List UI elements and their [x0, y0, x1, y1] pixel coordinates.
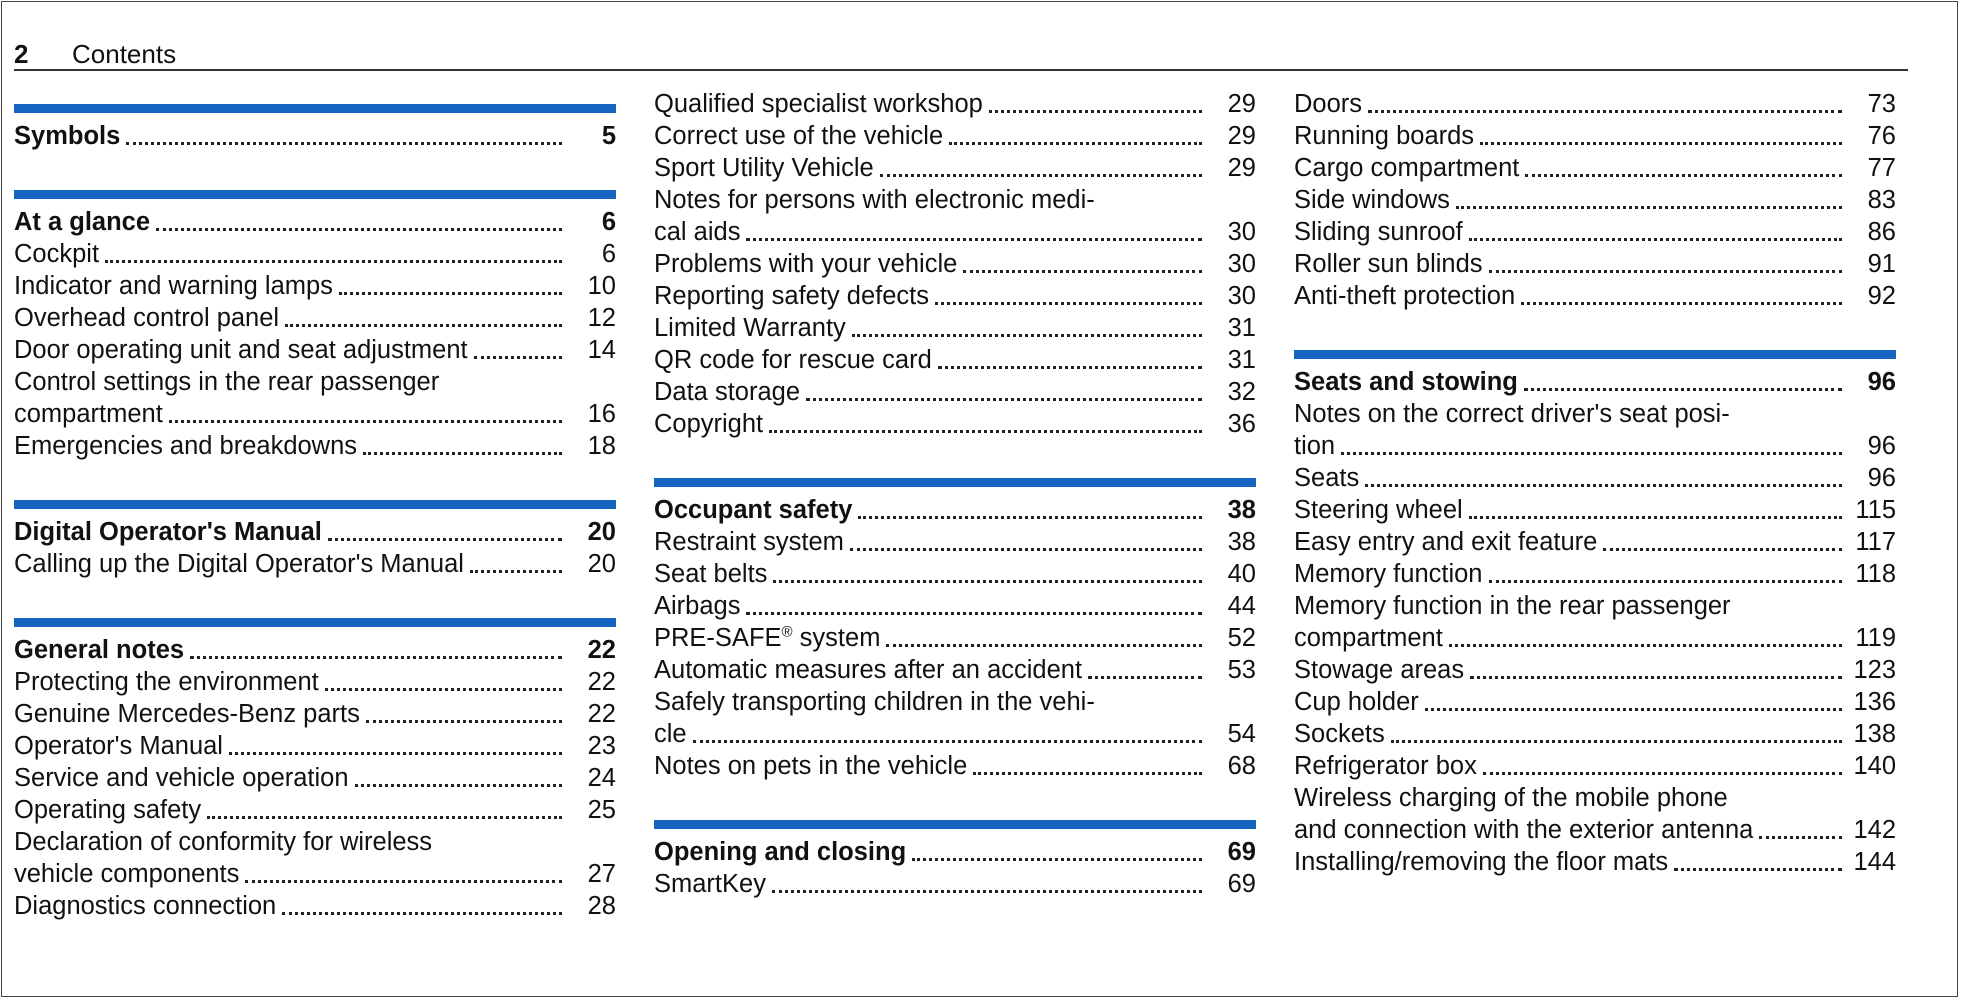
dot-leader: [328, 538, 562, 541]
entry-title: Stowage areas: [1294, 656, 1465, 684]
dot-leader: [1391, 740, 1842, 743]
entry-title: Seats: [1294, 464, 1360, 492]
toc-section-heading[interactable]: [14, 120, 616, 152]
page-number-ref: 52: [1227, 624, 1256, 652]
page-number-ref: 142: [1853, 816, 1896, 844]
toc-entry[interactable]: [1294, 184, 1896, 216]
dot-leader: [1524, 388, 1842, 391]
section-divider-bar: [14, 500, 616, 509]
entry-title: Calling up the Digital Operator's Manual: [14, 550, 464, 578]
dot-leader: [1088, 676, 1202, 679]
entry-title: cle: [654, 720, 687, 748]
page-number-ref: 22: [587, 668, 616, 696]
entry-title: Operating safety: [14, 796, 202, 824]
section-divider-bar: [14, 190, 616, 199]
header-rule: [14, 69, 1908, 71]
toc-entry[interactable]: [14, 238, 616, 270]
toc-section: [654, 88, 1256, 440]
entry-title: Indicator and warning lamps: [14, 272, 333, 300]
entry-title: Cargo compartment: [1294, 154, 1520, 182]
dot-leader: [1469, 516, 1842, 519]
entry-title: SmartKey: [654, 870, 766, 898]
page-number-ref: 29: [1227, 154, 1256, 182]
page-number-ref: 38: [1227, 528, 1256, 556]
page-number-ref: 23: [587, 732, 616, 760]
entry-title: Correct use of the vehicle: [654, 122, 944, 150]
page-number-ref: 123: [1853, 656, 1896, 684]
entry-title: Memory function: [1294, 560, 1483, 588]
page-number-ref: 30: [1227, 218, 1256, 246]
toc-entry[interactable]: [654, 152, 1256, 184]
entry-title: Refrigerator box: [1294, 752, 1477, 780]
toc-entry[interactable]: [1294, 750, 1896, 782]
page-number-ref: 40: [1227, 560, 1256, 588]
entry-title: Restraint system: [654, 528, 844, 556]
dot-leader: [1365, 484, 1842, 487]
dot-leader: [1759, 836, 1842, 839]
toc-entry[interactable]: [654, 622, 1256, 654]
dot-leader: [470, 570, 562, 573]
dot-leader: [105, 260, 562, 263]
entry-title: Reporting safety defects: [654, 282, 929, 310]
entry-title: General notes: [14, 636, 185, 664]
toc-entry[interactable]: [1294, 216, 1896, 248]
toc-section: [14, 618, 616, 922]
toc-entry[interactable]: [14, 666, 616, 698]
entry-title: Door operating unit and seat adjustment: [14, 336, 468, 364]
toc-section-heading[interactable]: [14, 634, 616, 666]
dot-leader: [935, 302, 1202, 305]
entry-title: Installing/removing the floor mats: [1294, 848, 1669, 876]
page-number-ref: 30: [1227, 282, 1256, 310]
toc-entry[interactable]: [654, 654, 1256, 686]
page-number-ref: 5: [601, 122, 616, 150]
page-number-ref: 96: [1867, 432, 1896, 460]
page-number-ref: 86: [1867, 218, 1896, 246]
toc-entry[interactable]: [654, 376, 1256, 408]
dot-leader: [229, 752, 562, 755]
page-number-ref: 14: [587, 336, 616, 364]
entry-title: Control settings in the rear passenger: [14, 368, 440, 396]
page-number-ref: 118: [1855, 560, 1896, 588]
toc-column-2: [654, 90, 1256, 900]
page-number-ref: 32: [1227, 378, 1256, 406]
page-number-ref: 144: [1853, 848, 1896, 876]
toc-entry[interactable]: [654, 248, 1256, 280]
toc-entry[interactable]: [654, 408, 1256, 440]
dot-leader: [339, 292, 562, 295]
toc-section: [654, 820, 1256, 900]
toc-entry[interactable]: [1294, 494, 1896, 526]
page-number-ref: 10: [587, 272, 616, 300]
page-number-ref: 44: [1227, 592, 1256, 620]
entry-title: Service and vehicle operation: [14, 764, 349, 792]
toc-column-1: [14, 104, 616, 922]
toc-entry[interactable]: [14, 270, 616, 302]
dot-leader: [1525, 174, 1842, 177]
page-number-ref: 76: [1867, 122, 1896, 150]
toc-entry[interactable]: [14, 730, 616, 762]
dot-leader: [1469, 238, 1842, 241]
page-number-ref: 38: [1227, 496, 1256, 524]
entry-title: QR code for rescue card: [654, 346, 932, 374]
toc-entry[interactable]: [1294, 462, 1896, 494]
entry-title: Copyright: [654, 410, 764, 438]
toc-entry[interactable]: [14, 762, 616, 794]
toc-entry[interactable]: [1294, 152, 1896, 184]
toc-entry-title-line[interactable]: [1294, 782, 1896, 814]
toc-section: [654, 478, 1256, 782]
dot-leader: [850, 548, 1202, 551]
page-number-ref: 18: [587, 432, 616, 460]
page-number-ref: 91: [1867, 250, 1896, 278]
toc-section-heading[interactable]: [1294, 366, 1896, 398]
entry-title: cal aids: [654, 218, 741, 246]
toc-entry[interactable]: [1294, 558, 1896, 590]
page-number-ref: 69: [1227, 838, 1256, 866]
entry-title: and connection with the exterior antenna: [1294, 816, 1754, 844]
toc-entry[interactable]: [654, 312, 1256, 344]
dot-leader: [363, 452, 562, 455]
entry-title: Cup holder: [1294, 688, 1419, 716]
entry-title: Emergencies and breakdowns: [14, 432, 358, 460]
toc-entry[interactable]: [1294, 718, 1896, 750]
dot-leader: [886, 644, 1202, 647]
entry-title: Protecting the environment: [14, 668, 319, 696]
dot-leader: [474, 356, 562, 359]
entry-title: Cockpit: [14, 240, 100, 268]
entry-title: Declaration of conformity for wireless: [14, 828, 433, 856]
toc-section-heading[interactable]: [654, 494, 1256, 526]
page-number-ref: 20: [587, 518, 616, 546]
entry-title: Seats and stowing: [1294, 368, 1518, 396]
toc-section-heading[interactable]: [654, 836, 1256, 868]
dot-leader: [126, 142, 562, 145]
entry-title: Memory function in the rear passenger: [1294, 592, 1731, 620]
dot-leader: [772, 890, 1202, 893]
dot-leader: [989, 110, 1202, 113]
entry-title: compartment: [1294, 624, 1443, 652]
dot-leader: [207, 816, 562, 819]
dot-leader: [366, 720, 562, 723]
dot-leader: [325, 688, 562, 691]
toc-entry[interactable]: [1294, 280, 1896, 312]
toc-entry[interactable]: [654, 558, 1256, 590]
dot-leader: [282, 912, 562, 915]
dot-leader: [769, 430, 1202, 433]
page-number-ref: 77: [1867, 154, 1896, 182]
toc-entry[interactable]: [1294, 526, 1896, 558]
page-number-ref: 140: [1853, 752, 1896, 780]
toc-entry[interactable]: [14, 398, 616, 430]
page-number-ref: 96: [1867, 464, 1896, 492]
dot-leader: [746, 238, 1202, 241]
page-number-ref: 20: [587, 550, 616, 578]
page-number-ref: 36: [1227, 410, 1256, 438]
section-divider-bar: [1294, 350, 1896, 359]
page-number-ref: 27: [587, 860, 616, 888]
toc-entry[interactable]: [14, 302, 616, 334]
dot-leader: [1368, 110, 1842, 113]
entry-title: tion: [1294, 432, 1336, 460]
dot-leader: [1449, 644, 1842, 647]
entry-title: Doors: [1294, 90, 1363, 118]
toc-entry[interactable]: [1294, 686, 1896, 718]
toc-entry[interactable]: [14, 698, 616, 730]
page-number-ref: 29: [1227, 122, 1256, 150]
toc-entry[interactable]: [654, 88, 1256, 120]
entry-title: Overhead control panel: [14, 304, 280, 332]
dot-leader: [963, 270, 1202, 273]
dot-leader: [190, 656, 562, 659]
entry-title: Sockets: [1294, 720, 1385, 748]
page-number-ref: 136: [1853, 688, 1896, 716]
dot-leader: [169, 420, 562, 423]
toc-entry[interactable]: [1294, 622, 1896, 654]
entry-title: Side windows: [1294, 186, 1450, 214]
toc-section: [14, 500, 616, 580]
dot-leader: [973, 772, 1202, 775]
dot-leader: [1480, 142, 1842, 145]
dot-leader: [938, 366, 1202, 369]
toc-section: [14, 104, 616, 152]
entry-title: Anti-theft protection: [1294, 282, 1516, 310]
toc-entry[interactable]: [654, 120, 1256, 152]
dot-leader: [1456, 206, 1842, 209]
entry-title: Sliding sunroof: [1294, 218, 1463, 246]
entry-title: Genuine Mercedes-Benz parts: [14, 700, 360, 728]
page-number-ref: 31: [1227, 346, 1256, 374]
page-number-ref: 30: [1227, 250, 1256, 278]
dot-leader: [285, 324, 562, 327]
entry-title: Diagnostics connection: [14, 892, 277, 920]
dot-leader: [1483, 772, 1842, 775]
page-number-ref: 22: [587, 636, 616, 664]
toc-entry[interactable]: [14, 890, 616, 922]
page-number-ref: 119: [1855, 624, 1896, 652]
page-number-ref: 138: [1853, 720, 1896, 748]
entry-title: Notes for persons with electronic medi-: [654, 186, 1095, 214]
toc-entry[interactable]: [14, 334, 616, 366]
toc-entry[interactable]: [1294, 654, 1896, 686]
entry-title: Airbags: [654, 592, 741, 620]
entry-title: Problems with your vehicle: [654, 250, 958, 278]
page-number-ref: 73: [1867, 90, 1896, 118]
toc-entry-title-line[interactable]: [14, 366, 616, 398]
entry-title: Limited Warranty: [654, 314, 846, 342]
page-number-ref: 29: [1227, 90, 1256, 118]
entry-title: Seat belts: [654, 560, 768, 588]
dot-leader: [355, 784, 562, 787]
entry-title: Notes on the correct driver's seat posi-: [1294, 400, 1730, 428]
dot-leader: [880, 174, 1202, 177]
toc-section-heading[interactable]: [14, 206, 616, 238]
entry-title: Roller sun blinds: [1294, 250, 1483, 278]
toc-entry[interactable]: [1294, 846, 1896, 878]
section-divider-bar: [14, 104, 616, 113]
entry-title: Data storage: [654, 378, 801, 406]
toc-entry[interactable]: [1294, 430, 1896, 462]
page-header: [14, 36, 1908, 70]
page-number-ref: 96: [1867, 368, 1896, 396]
page-number-ref: 83: [1867, 186, 1896, 214]
dot-leader: [912, 858, 1202, 861]
toc-entry-title-line[interactable]: [14, 826, 616, 858]
page-number-ref: 6: [601, 240, 616, 268]
toc-section: [14, 190, 616, 462]
entry-title: PRE-SAFE® system: [654, 623, 881, 652]
entry-title: Qualified specialist workshop: [654, 90, 983, 118]
entry-title: Running boards: [1294, 122, 1475, 150]
toc-entry-title-line[interactable]: [1294, 590, 1896, 622]
page-number-ref: 6: [601, 208, 616, 236]
toc-column-3: [1294, 90, 1896, 878]
page-number-ref: 92: [1867, 282, 1896, 310]
toc-entry[interactable]: [1294, 248, 1896, 280]
dot-leader: [949, 142, 1202, 145]
page-number-ref: 16: [587, 400, 616, 428]
entry-title: Operator's Manual: [14, 732, 223, 760]
toc-section: [1294, 88, 1896, 312]
toc-entry[interactable]: [14, 430, 616, 462]
entry-title: vehicle components: [14, 860, 240, 888]
toc-entry[interactable]: [654, 590, 1256, 622]
section-divider-bar: [654, 478, 1256, 487]
page-number-ref: 68: [1227, 752, 1256, 780]
page-number-ref: 25: [587, 796, 616, 824]
section-divider-bar: [14, 618, 616, 627]
dot-leader: [1425, 708, 1842, 711]
page-number-ref: 54: [1227, 720, 1256, 748]
toc-section: [1294, 350, 1896, 878]
page-number-ref: 24: [587, 764, 616, 792]
dot-leader: [1470, 676, 1842, 679]
dot-leader: [1521, 302, 1842, 305]
dot-leader: [1489, 580, 1843, 583]
entry-title: compartment: [14, 400, 163, 428]
dot-leader: [1341, 452, 1842, 455]
entry-title: Easy entry and exit feature: [1294, 528, 1598, 556]
toc-entry[interactable]: [654, 344, 1256, 376]
page-title: Contents: [72, 39, 177, 69]
entry-title: Steering wheel: [1294, 496, 1463, 524]
page-number-ref: 28: [587, 892, 616, 920]
dot-leader: [746, 612, 1202, 615]
page-number: 2: [14, 39, 29, 69]
toc-entry[interactable]: [1294, 814, 1896, 846]
toc-entry[interactable]: [654, 868, 1256, 900]
entry-title: Safely transporting children in the vehi-: [654, 688, 1095, 716]
toc-entry-title-line[interactable]: [1294, 398, 1896, 430]
dot-leader: [156, 228, 562, 231]
toc-entry[interactable]: [14, 858, 616, 890]
page-number-ref: 12: [587, 304, 616, 332]
page-number-ref: 53: [1227, 656, 1256, 684]
dot-leader: [245, 880, 562, 883]
entry-title: Digital Operator's Manual: [14, 518, 322, 546]
toc-entry[interactable]: [1294, 120, 1896, 152]
dot-leader: [693, 740, 1202, 743]
dot-leader: [806, 398, 1202, 401]
toc-entry[interactable]: [14, 548, 616, 580]
toc-entry-title-line[interactable]: [654, 184, 1256, 216]
section-divider-bar: [654, 820, 1256, 829]
dot-leader: [773, 580, 1202, 583]
dot-leader: [1674, 868, 1842, 871]
dot-leader: [852, 334, 1202, 337]
entry-title: Notes on pets in the vehicle: [654, 752, 968, 780]
toc-entry-title-line[interactable]: [654, 686, 1256, 718]
toc-entry[interactable]: [14, 794, 616, 826]
toc-entry[interactable]: [654, 216, 1256, 248]
page-number-ref: 69: [1227, 870, 1256, 898]
dot-leader: [858, 516, 1202, 519]
page-number-ref: 22: [587, 700, 616, 728]
page-number-ref: 115: [1855, 496, 1896, 524]
page-number-ref: 31: [1227, 314, 1256, 342]
toc-entry[interactable]: [1294, 88, 1896, 120]
entry-title: Automatic measures after an accident: [654, 656, 1083, 684]
toc-entry[interactable]: [654, 718, 1256, 750]
entry-title: Sport Utility Vehicle: [654, 154, 874, 182]
toc-section-heading[interactable]: [14, 516, 616, 548]
entry-title: At a glance: [14, 208, 151, 236]
toc-entry[interactable]: [654, 280, 1256, 312]
dot-leader: [1489, 270, 1842, 273]
page-number-ref: 117: [1855, 528, 1896, 556]
toc-entry[interactable]: [654, 526, 1256, 558]
entry-title: Wireless charging of the mobile phone: [1294, 784, 1728, 812]
entry-title: Occupant safety: [654, 496, 853, 524]
dot-leader: [1603, 548, 1842, 551]
toc-entry[interactable]: [654, 750, 1256, 782]
entry-title: Symbols: [14, 122, 121, 150]
entry-title: Opening and closing: [654, 838, 907, 866]
